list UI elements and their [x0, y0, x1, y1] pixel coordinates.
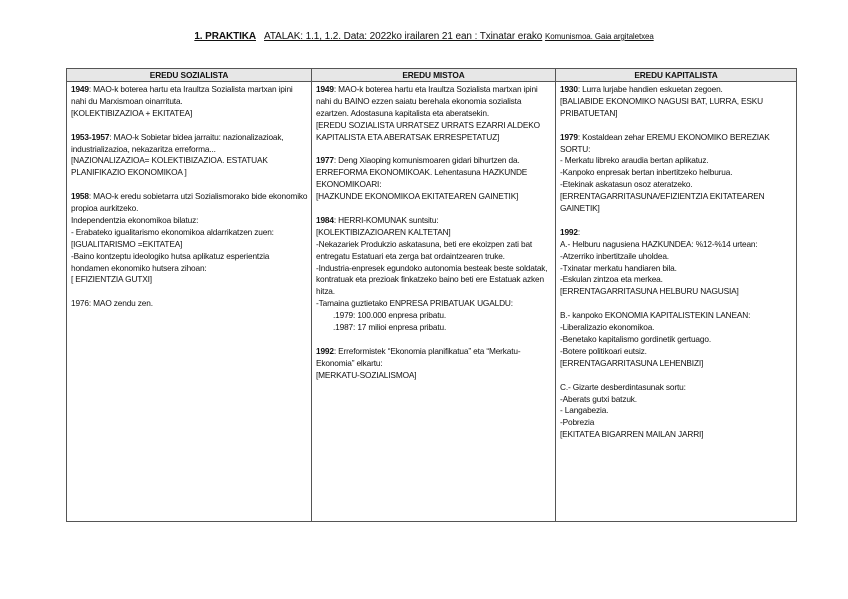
- cell-paragraph: [560, 227, 793, 239]
- cell-paragraph: [316, 322, 552, 334]
- paragraph-text: [EKITATEA BIGARREN MAILAN JARRI]: [560, 429, 704, 440]
- paragraph-text: [MERKATU-SOZIALISMOA]: [316, 369, 417, 380]
- year-label: 1930: [560, 84, 578, 94]
- cell-paragraph: [316, 239, 552, 263]
- cell-paragraph: [71, 215, 308, 227]
- paragraph-text: -Benetako kapitalismo gordinetik gertuago.: [560, 333, 711, 344]
- cell-paragraph: [560, 382, 793, 394]
- paragraph-text: : HERRI-KOMUNAK suntsitu:: [333, 214, 439, 225]
- header-capitalist: EREDU KAPITALISTA: [556, 69, 797, 82]
- cell-paragraph: [316, 215, 552, 227]
- cell-paragraph: [316, 263, 552, 299]
- paragraph-text: : MAO-k Sobietar bidea jarraitu: nazionalizazioak, industrializazioa, nekazaritza erreforma...: [71, 131, 284, 154]
- cell-paragraph: [316, 346, 552, 370]
- spacer: [560, 120, 793, 132]
- spacer: [316, 203, 552, 215]
- paragraph-text: -Aberats gutxi batzuk.: [560, 393, 637, 404]
- paragraph-text: 1976: MAO zendu zen.: [71, 298, 153, 309]
- paragraph-text: -Txinatar merkatu handiaren bila.: [560, 262, 677, 273]
- spacer: [560, 215, 793, 227]
- cell-paragraph: [560, 286, 793, 298]
- paragraph-text: .1979: 100.000 enpresa pribatu.: [333, 310, 446, 321]
- cell-paragraph: [71, 274, 308, 286]
- cell-paragraph: [560, 84, 793, 96]
- year-label: 1984: [316, 214, 334, 225]
- col-mixed: [312, 82, 556, 522]
- year-label: 1949: [316, 84, 334, 94]
- cell-paragraph: [560, 274, 793, 286]
- paragraph-text: -Atzerriko inbertitzaile uholdea.: [560, 250, 669, 261]
- spacer: [316, 144, 552, 156]
- paragraph-text: [NAZIONALIZAZIOA= KOLEKTIBIZAZIOA. ESTATUAK PLANIFIKAZIO EKONOMIKOA ]: [71, 155, 268, 178]
- cell-paragraph: [560, 132, 793, 156]
- cell-paragraph: [560, 346, 793, 358]
- cell-paragraph: [71, 108, 308, 120]
- paragraph-text: : MAO-k boterea hartu eta Iraultza Sozialista martxan ipini nahi du Marxismoan oinarrituta.: [71, 84, 293, 106]
- year-label: 1979: [560, 131, 578, 142]
- spacer: [71, 179, 308, 191]
- cell-paragraph: [71, 239, 308, 251]
- cell-paragraph: [316, 310, 552, 322]
- cell-paragraph: [560, 334, 793, 346]
- cell-paragraph: [560, 96, 793, 120]
- cell-paragraph: [560, 179, 793, 191]
- header-mixed: EREDU MISTOA: [312, 69, 556, 82]
- paragraph-text: [ERRENTAGARRITASUNA LEHENBIZI]: [560, 357, 704, 368]
- cell-paragraph: [560, 191, 793, 215]
- paragraph-text: -Etekinak askatasun osoz ateratzeko.: [560, 179, 693, 190]
- paragraph-text: -Nekazariek Produkzio askatasuna, beti ere ekoizpen zati bat entregatu Estatuari eta zerga bat ordaintzearen truke.: [316, 238, 533, 261]
- year-label: 1992: [560, 226, 578, 237]
- paragraph-text: [BALIABIDE EKONOMIKO NAGUSI BAT, LURRA, ESKU PRIBATUETAN]: [560, 95, 764, 118]
- paragraph-text: -Tamaina guztietako ENPRESA PRIBATUAK UGALDU:: [316, 298, 513, 309]
- paragraph-text: Independentzia ekonomikoa bilatuz:: [71, 214, 199, 225]
- year-label: 1953-1957: [71, 131, 110, 142]
- cell-paragraph: [560, 405, 793, 417]
- cell-paragraph: [560, 394, 793, 406]
- cell-paragraph: [560, 417, 793, 429]
- cell-paragraph: [316, 120, 552, 144]
- paragraph-text: -Pobrezia: [560, 417, 595, 428]
- cell-paragraph: [560, 310, 793, 322]
- cell-paragraph: [316, 298, 552, 310]
- paragraph-text: -Botere politikoari eutsiz.: [560, 345, 647, 356]
- cell-paragraph: [71, 251, 308, 275]
- cell-paragraph: [560, 239, 793, 251]
- paragraph-text: -Eskulan zintzoa eta merkea.: [560, 274, 663, 285]
- paragraph-text: - Langabezia.: [560, 405, 609, 416]
- practice-label: 1. PRAKTIKA: [194, 31, 256, 42]
- paragraph-text: [HAZKUNDE EKONOMIKOA EKITATEAREN GAINETIK]: [316, 191, 519, 202]
- paragraph-text: -Industria-enpresek egundoko autonomia besteak beste soldatak, kontratuak eta prezioak finkatzeko baino beti ere Estatuak azken hitza.: [316, 262, 548, 297]
- paragraph-text: : Deng Xiaoping komunismoaren gidari bihurtzen da. ERREFORMA EKONOMIKOAK. Lehentasuna HAZKUNDE EKONOMIKOARI:: [316, 155, 528, 190]
- practice-details: ATALAK: 1.1, 1.2. Data: 2022ko irailaren 21 ean : Txinatar erako: [264, 31, 543, 42]
- cell-paragraph: [71, 191, 308, 215]
- paragraph-text: [KOLEKTIBIZAZIOAREN KALTETAN]: [316, 226, 451, 237]
- paragraph-text: A.- Helburu nagusiena HAZKUNDEA: %12-%14 urtean:: [560, 238, 758, 249]
- cell-paragraph: [71, 132, 308, 156]
- comparison-table: [66, 68, 797, 522]
- spacer: [71, 120, 308, 132]
- paragraph-text: [IGUALITARISMO =EKITATEA]: [71, 238, 183, 249]
- cell-paragraph: [71, 155, 308, 179]
- cell-paragraph: [316, 370, 552, 382]
- paragraph-text: [KOLEKTIBIZAZIOA + EKITATEA]: [71, 107, 193, 118]
- paragraph-text: .1987: 17 milioi enpresa pribatu.: [333, 322, 447, 333]
- paragraph-text: [ EFIZIENTZIA GUTXI]: [71, 274, 152, 285]
- paragraph-text: : MAO-k boterea hartu eta Iraultza Sozialista martxan ipini nahi du BAINO ezzen saiatu berehala ekonomia sozialista ezartzen. Adostasuna kapitalista eta aberatsekin.: [316, 84, 538, 118]
- cell-paragraph: [560, 322, 793, 334]
- spacer: [560, 298, 793, 310]
- year-label: 1992: [316, 345, 334, 356]
- paragraph-text: : Erreformistek “Ekonomia planifikatua” eta “Merkatu-Ekonomia” elkartu:: [316, 345, 521, 368]
- cell-paragraph: [71, 227, 308, 239]
- spacer: [71, 286, 308, 298]
- paragraph-text: -Liberalizazio ekonomikoa.: [560, 322, 655, 333]
- col-capitalist: [556, 82, 797, 522]
- paragraph-text: -Baino kontzeptu ideologiko hutsa aplikatuz esperientzia hondamen ekonomiko hutsera zihoan:: [71, 250, 270, 273]
- cell-paragraph: [560, 167, 793, 179]
- paragraph-text: - Erabateko igualitarismo ekonomikoa aldarrikatzen zuen:: [71, 226, 274, 237]
- paragraph-text: [ERRENTAGARRITASUNA/EFIZIENTZIA EKITATEAREN GAINETIK]: [560, 191, 765, 214]
- spacer: [316, 334, 552, 346]
- cell-paragraph: [560, 251, 793, 263]
- paragraph-text: - Merkatu libreko araudia bertan aplikatuz.: [560, 155, 709, 166]
- paragraph-text: : MAO-k eredu sobietarra utzi Sozialismorako bide ekonomiko propioa aurkitzeko.: [71, 191, 308, 214]
- header-socialist: EREDU SOZIALISTA: [67, 69, 312, 82]
- year-label: 1949: [71, 84, 89, 94]
- cell-paragraph: [560, 429, 793, 441]
- year-label: 1977: [316, 155, 334, 166]
- cell-paragraph: [316, 191, 552, 203]
- paragraph-text: -Kanpoko enpresak bertan inbertitzeko helburua.: [560, 167, 733, 178]
- source-label: Komunismoa. Gaia argitaletxea: [544, 32, 654, 41]
- cell-paragraph: [560, 263, 793, 275]
- paragraph-text: C.- Gizarte desberdintasunak sortu:: [560, 381, 686, 392]
- cell-paragraph: [560, 155, 793, 167]
- paragraph-text: [EREDU SOZIALISTA URRATSEZ URRATS EZARRI ALDEKO KAPITALISTA ETA ABERATSAK ERRESPETATUZ]: [316, 119, 540, 142]
- cell-paragraph: [316, 227, 552, 239]
- cell-paragraph: [71, 84, 308, 108]
- paragraph-text: : Lurra lurjabe handien eskuetan zegoen.: [577, 84, 723, 94]
- paragraph-text: [ERRENTAGARRITASUNA HELBURU NAGUSIA]: [560, 286, 739, 297]
- paragraph-text: B.- kanpoko EKONOMIA KAPITALISTEKIN LANEAN:: [560, 310, 751, 321]
- cell-paragraph: [560, 358, 793, 370]
- cell-paragraph: [316, 155, 552, 191]
- spacer: [560, 370, 793, 382]
- year-label: 1958: [71, 191, 89, 202]
- cell-paragraph: [316, 84, 552, 120]
- cell-paragraph: [71, 298, 308, 310]
- col-socialist: [67, 82, 312, 522]
- paragraph-text: :: [577, 226, 581, 237]
- paragraph-text: : Kostaldean zehar EREMU EKONOMIKO BEREZIAK SORTU:: [560, 131, 770, 154]
- page-title: [0, 31, 848, 42]
